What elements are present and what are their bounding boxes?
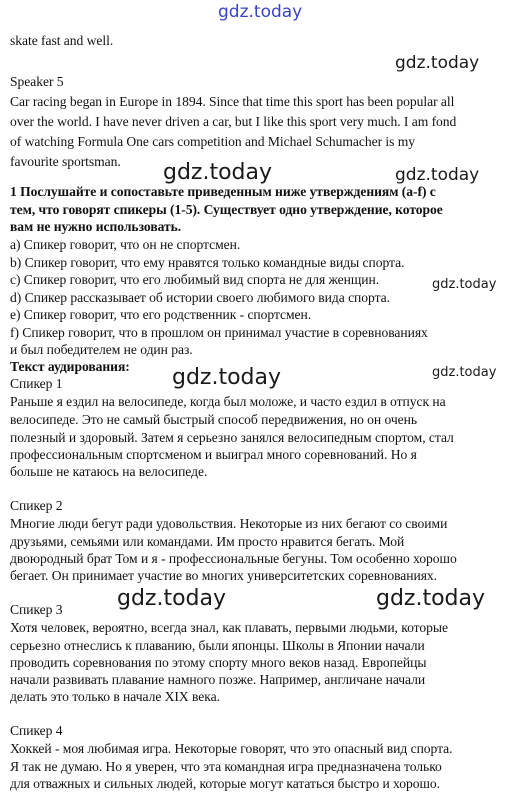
speaker-heading: Speaker 5 — [10, 74, 64, 89]
text-line: Хотя человек, вероятно, всегда знал, как плавать, первыми людьми, которые — [10, 620, 448, 635]
text-line: профессиональным спортсменом и выиграл много соревнований. Но я — [10, 447, 417, 462]
text-line: бегает. Он принимает участие во многих университетских соревнованиях. — [10, 568, 438, 583]
text-line: проводить соревнования по этому спорту много веков назад. Европейцы — [10, 655, 427, 670]
text-line: начали развивать плавание намного позже. Например, англичане начали — [10, 672, 426, 687]
text-line: делать это только в начале XIX века. — [10, 689, 220, 704]
watermark: gdz.today — [432, 277, 497, 292]
text-line: друзьями, семьями или командами. Им просто нравится бегать. Мой — [10, 534, 405, 549]
task-instruction: 1 Послушайте и сопоставьте приведенным ниже утверждениям (a-f) с — [10, 184, 436, 199]
task-instruction: тем, что говорят спикеры (1-5). Существует одно утверждение, которое — [10, 202, 443, 217]
speaker-heading: Спикер 1 — [10, 376, 63, 391]
text-line: skate fast and well. — [10, 33, 114, 48]
text-line: для отважных и сильных людей, которые могут кататься быстро и хорошо. — [10, 776, 441, 791]
section-heading: Текст аудирования: — [10, 359, 130, 374]
statement-b: b) Спикер говорит, что ему нравятся только командные виды спорта. — [10, 255, 405, 270]
text-line: favourite sportsman. — [10, 154, 121, 169]
watermark: gdz.today — [218, 2, 303, 22]
watermark: gdz.today — [432, 365, 497, 380]
task-instruction: вам не нужно использовать. — [10, 219, 182, 234]
watermark: gdz.today — [395, 165, 480, 185]
text-line: серьезно отнеслись к плаванию, были японцы. Школы в Японии начали — [10, 638, 425, 653]
speaker-heading: Спикер 4 — [10, 723, 63, 738]
statement-f: f) Спикер говорит, что в прошлом он принимал участие в соревнованиях — [10, 325, 428, 340]
watermark: gdz.today — [163, 160, 273, 185]
text-line: двоюродный брат Том и я - профессиональные бегуны. Том особенно хорошо — [10, 551, 457, 566]
text-line: и был победителем не один раз. — [10, 342, 193, 357]
text-line: больше не катаюсь на велосипеде. — [10, 464, 208, 479]
statement-c: c) Спикер говорит, что его любимый вид спорта не для женщин. — [10, 272, 380, 287]
text-line: of watching Formula One cars competition and Michael Schumacher is my — [10, 134, 416, 149]
text-line: велосипеде. Это не самый быстрый способ передвижения, но он очень — [10, 412, 418, 427]
text-line: полезный и здоровый. Затем я серьезно занялся велосипедным спортом, стал — [10, 430, 454, 445]
watermark: gdz.today — [395, 53, 480, 73]
speaker-heading: Спикер 3 — [10, 602, 63, 617]
text-line: Я так не думаю. Но я уверен, что эта командная игра предназначена только — [10, 759, 442, 774]
watermark: gdz.today — [117, 586, 227, 611]
text-line: Многие люди бегут ради удовольствия. Некоторые из них бегают со своими — [10, 516, 448, 531]
statement-a: a) Спикер говорит, что он не спортсмен. — [10, 237, 241, 252]
statement-e: e) Спикер говорит, что его родственник - спортсмен. — [10, 307, 312, 322]
text-line: over the world. I have never driven a car, but I like this sport very much. I am fond — [10, 114, 457, 129]
statement-d: d) Спикер рассказывает об истории своего любимого вида спорта. — [10, 290, 390, 305]
speaker-heading: Спикер 2 — [10, 498, 63, 513]
text-line: Car racing began in Europe in 1894. Since that time this sport has been popular all — [10, 94, 455, 109]
text-line: Раньше я ездил на велосипеде, когда был моложе, и часто ездил в отпуск на — [10, 394, 446, 409]
watermark: gdz.today — [172, 365, 282, 390]
watermark: gdz.today — [376, 586, 486, 611]
text-line: Хоккей - моя любимая игра. Некоторые говорят, что это опасный вид спорта. — [10, 741, 453, 756]
